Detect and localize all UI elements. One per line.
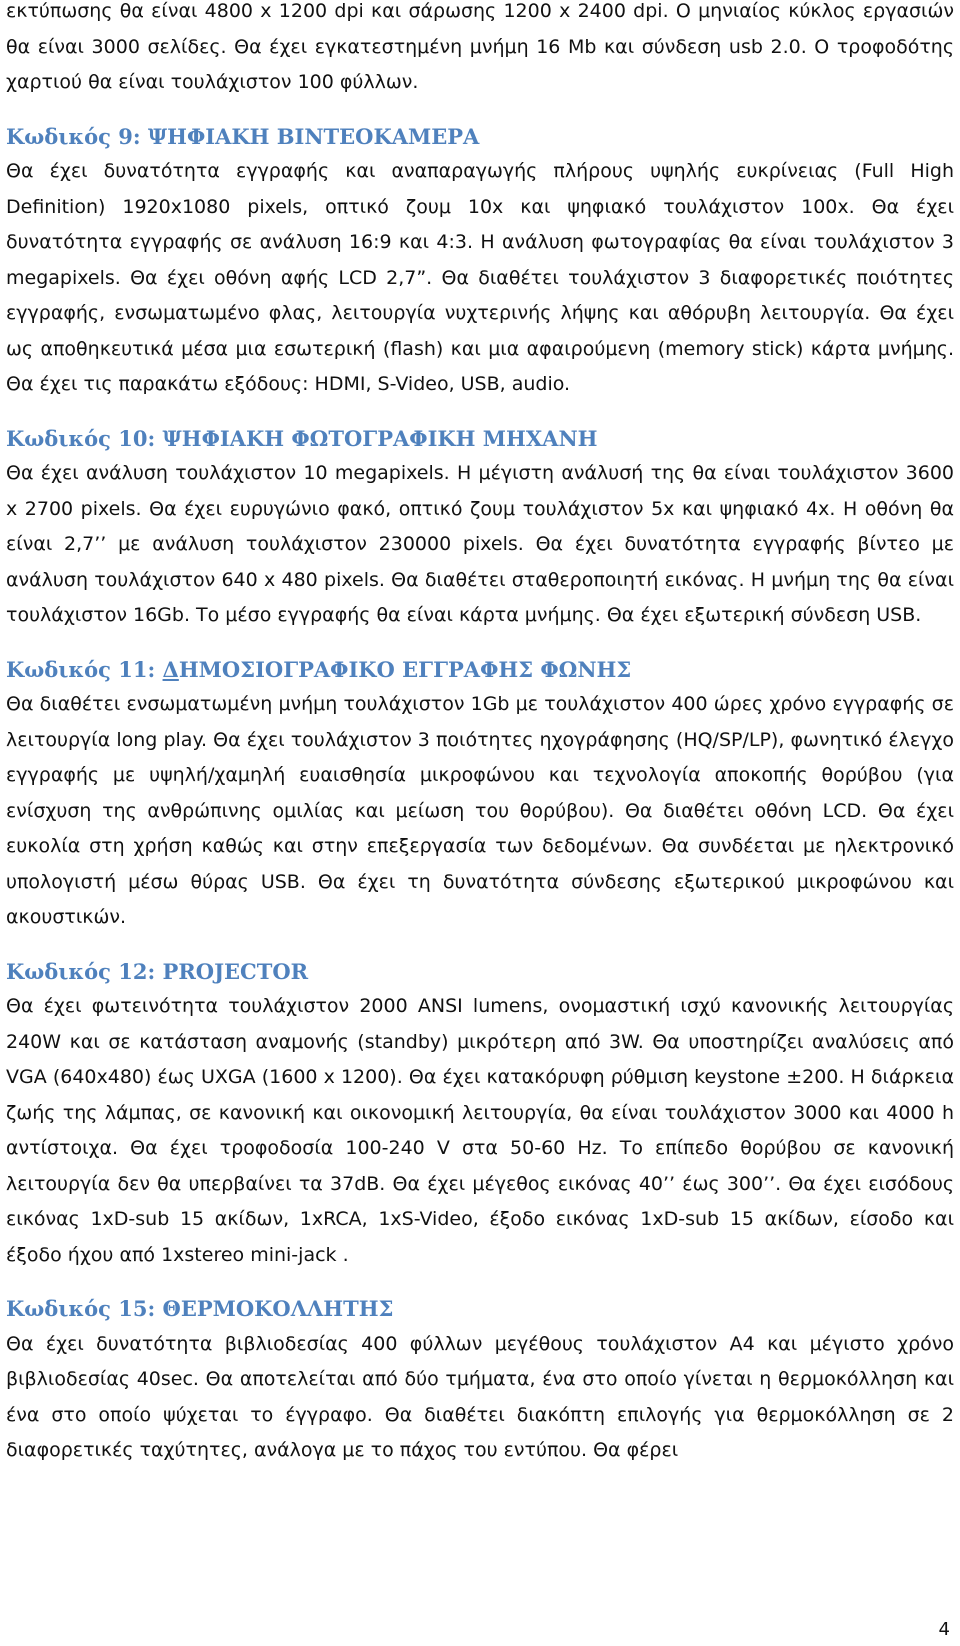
section-heading-code-9: Κωδικός 9: ΨΗΦΙΑΚΗ ΒΙΝΤΕΟΚΑΜΕΡΑ	[6, 123, 480, 149]
section-body-code-10: Θα έχει ανάλυση τουλάχιστον 10 megapixels. Η μέγιστη ανάλυσή της θα είναι τουλάχιστον 3600 x 2700 pixels. Θα έχει ευρυγώνιο φακό, οπτικό ζουμ τουλάχιστον 5x και ψηφιακό 4x. Η οθόνη θα είναι 2,7’’ με ανάλυση τουλάχιστον 230000 pixels. Θα έχει δυνατότητα εγγραφής βίντεο με ανάλυση τουλάχιστον 640 x 480 pixels. Θα διαθέτει σταθεροποιητή εικόνας. Η μνήμη της θα είναι τουλάχιστον 16Gb. Το μέσο εγγραφής θα είναι κάρτα μνήμης. Θα έχει εξωτερική σύνδεση USB.	[6, 462, 954, 626]
heading-underlined-letter: Δ	[162, 656, 179, 682]
section-body-code-12: Θα έχει φωτεινότητα τουλάχιστον 2000 ANSI lumens, ονομαστική ισχύ κανονικής λειτουργίας 240W και σε κατάσταση αναμονής (standby) μικρότερη από 3W. Θα υποστηρίζει αναλύσεις από VGA (640x480) έως UXGA (1600 x 1200). Θα έχει κατακόρυφη ρύθμιση keystone ±200. Η διάρκεια ζωής της λάμπας, σε κανονική και οικονομική λειτουργία, θα είναι τουλάχιστον 3000 και 4000 h αντίστοιχα. Θα έχει τροφοδοσία 100-240 V στα 50-60 Hz. Το επίπεδο θορύβου σε κανονική λειτουργία δεν θα υπερβαίνει τα 37dB. Θα έχει μέγεθος εικόνας 40’’ έως 300’’. Θα έχει εισόδους εικόνας 1xD-sub 15 ακίδων, 1xRCA, 1xS-Video, έξοδο εικόνας 1xD-sub 15 ακίδων, είσοδο και έξοδο ήχου από 1xstereo mini-jack .	[6, 995, 954, 1266]
heading-prefix: Κωδικός 11:	[6, 656, 163, 682]
section-body-code-11: Θα διαθέτει ενσωματωμένη μνήμη τουλάχιστον 1Gb με τουλάχιστον 400 ώρες χρόνο εγγραφής σε λειτουργία long play. Θα έχει τουλάχιστον 3 ποιότητες ηχογράφησης (HQ/SP/LP), φωνητικό έλεγχο εγγραφής με υψηλή/χαμηλή ευαισθησία μικροφώνου και τεχνολογία αποκοπής θορύβου (για ενίσχυση της ανθρώπινης ομιλίας και μείωση του θορύβου). Θα διαθέτει οθόνη LCD. Θα έχει ευκολία στη χρήση καθώς και στην επεξεργασία των δεδομένων. Θα συνδέεται με ηλεκτρονικό υπολογιστή μέσω θύρας USB. Θα έχει τη δυνατότητα σύνδεσης εξωτερικού μικροφώνου και ακουστικών.	[6, 693, 954, 928]
section-body-code-9: Θα έχει δυνατότητα εγγραφής και αναπαραγωγής πλήρους υψηλής ευκρίνειας (Full High Definition) 1920x1080 pixels, οπτικό ζουμ 10x και ψηφιακό τουλάχιστον 100x. Θα έχει δυνατότητα εγγραφής σε ανάλυση 16:9 και 4:3. Η ανάλυση φωτογραφίας θα είναι τουλάχιστον 3 megapixels. Θα έχει οθόνη αφής LCD 2,7”. Θα διαθέτει τουλάχιστον 3 διαφορετικές ποιότητες εγγραφής, ενσωματωμένο φλας, λειτουργία νυχτερινής λήψης και αθόρυβη λειτουργία. Θα έχει ως αποθηκευτικά μέσα μια εσωτερική (flash) και μια αφαιρούμενη (memory stick) κάρτα μνήμης. Θα έχει τις παρακάτω εξόδους: HDMI, S-Video, USB, audio.	[6, 160, 954, 395]
section-heading-code-12: Κωδικός 12: PROJECTOR	[6, 958, 309, 984]
section-body-code-15: Θα έχει δυνατότητα βιβλιοδεσίας 400 φύλλων μεγέθους τουλάχιστον Α4 και μέγιστο χρόνο βιβλιοδεσίας 40sec. Θα αποτελείται από δύο τμήματα, ένα στο οποίο γίνεται η θερμοκόλληση και ένα στο οποίο ψύχεται το έγγραφο. Θα διαθέτει διακόπτη επιλογής για θερμοκόλληση σε 2 διαφορετικές ταχύτητες, ανάλογα με το πάχος του εντύπου. Θα φέρει	[6, 1332, 954, 1461]
intro-paragraph: εκτύπωσης θα είναι 4800 x 1200 dpi και σάρωσης 1200 x 2400 dpi. Ο μηνιαίος κύκλος εργασιών θα είναι 3000 σελίδες. Θα έχει εγκατεστημένη μνήμη 16 Mb και σύνδεση usb 2.0. Ο τροφοδότης χαρτιού θα είναι τουλάχιστον 100 φύλλων.	[6, 0, 954, 93]
section-heading-code-11	[6, 652, 954, 688]
page-number: 4	[938, 1619, 950, 1640]
heading-rest: ΗΜΟΣΙΟΓΡΑΦΙΚΟ ΕΓΓΡΑΦΗΣ ΦΩΝΗΣ	[178, 656, 632, 682]
section-heading-code-15: Κωδικός 15: ΘΕΡΜΟΚΟΛΛΗΤΗΣ	[6, 1296, 394, 1321]
section-heading-code-10: Κωδικός 10: ΨΗΦΙΑΚΗ ΦΩΤΟΓΡΑΦΙΚΗ ΜΗΧΑΝΗ	[6, 425, 598, 451]
